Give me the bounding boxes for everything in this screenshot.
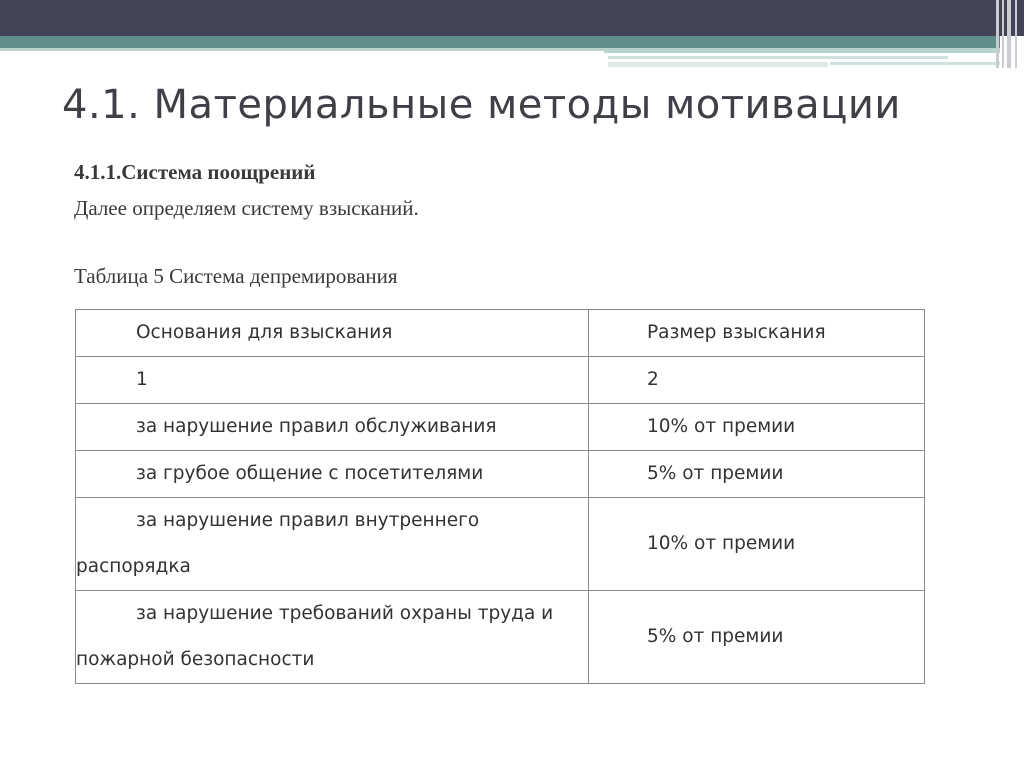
table-header-row <box>76 310 925 357</box>
table-cell <box>76 451 589 498</box>
table-row <box>76 498 925 591</box>
amount-cell: 5% от премии <box>647 463 784 484</box>
decor-vertical-lines <box>994 0 1024 70</box>
table-caption: Таблица 5 Система депремирования <box>74 264 398 288</box>
header-bar <box>0 0 1024 36</box>
decor-stripe <box>0 48 604 51</box>
decor-stripe <box>604 48 1000 53</box>
reason-cell: за нарушение требований охраны труда и пожарной безопасности <box>76 603 554 670</box>
penalty-table <box>75 309 925 684</box>
section-subheading: 4.1.1.Система поощрений <box>74 160 316 184</box>
table-row <box>76 357 925 404</box>
amount-cell: 10% от премии <box>647 416 796 437</box>
table-cell <box>76 310 589 357</box>
table-cell <box>589 357 925 404</box>
table-cell <box>589 451 925 498</box>
header-amount: Размер взыскания <box>647 322 826 343</box>
header-accent-bar <box>0 36 1000 48</box>
header-reason: Основания для взыскания <box>136 322 393 343</box>
column-number: 2 <box>647 369 659 390</box>
table-cell <box>76 357 589 404</box>
decor-stripe <box>830 62 1000 65</box>
amount-cell: 5% от премии <box>647 626 784 647</box>
table-row <box>76 404 925 451</box>
table-cell <box>76 404 589 451</box>
slide-title: 4.1. Материальные методы мотивации <box>62 82 901 128</box>
decor-stripe <box>608 56 948 59</box>
table-cell <box>589 498 925 591</box>
decor-stripe <box>608 62 828 67</box>
reason-cell: за грубое общение с посетителями <box>136 463 484 484</box>
table-cell <box>589 310 925 357</box>
table-row <box>76 451 925 498</box>
intro-text: Далее определяем систему взысканий. <box>74 196 419 220</box>
reason-cell: за нарушение правил обслуживания <box>136 416 497 437</box>
table-cell <box>589 404 925 451</box>
column-number: 1 <box>136 369 148 390</box>
amount-cell: 10% от премии <box>647 533 796 554</box>
table-cell <box>76 591 589 684</box>
table-row <box>76 591 925 684</box>
table-cell <box>589 591 925 684</box>
table-cell <box>76 498 589 591</box>
reason-cell: за нарушение правил внутреннего распорядка <box>76 510 480 577</box>
